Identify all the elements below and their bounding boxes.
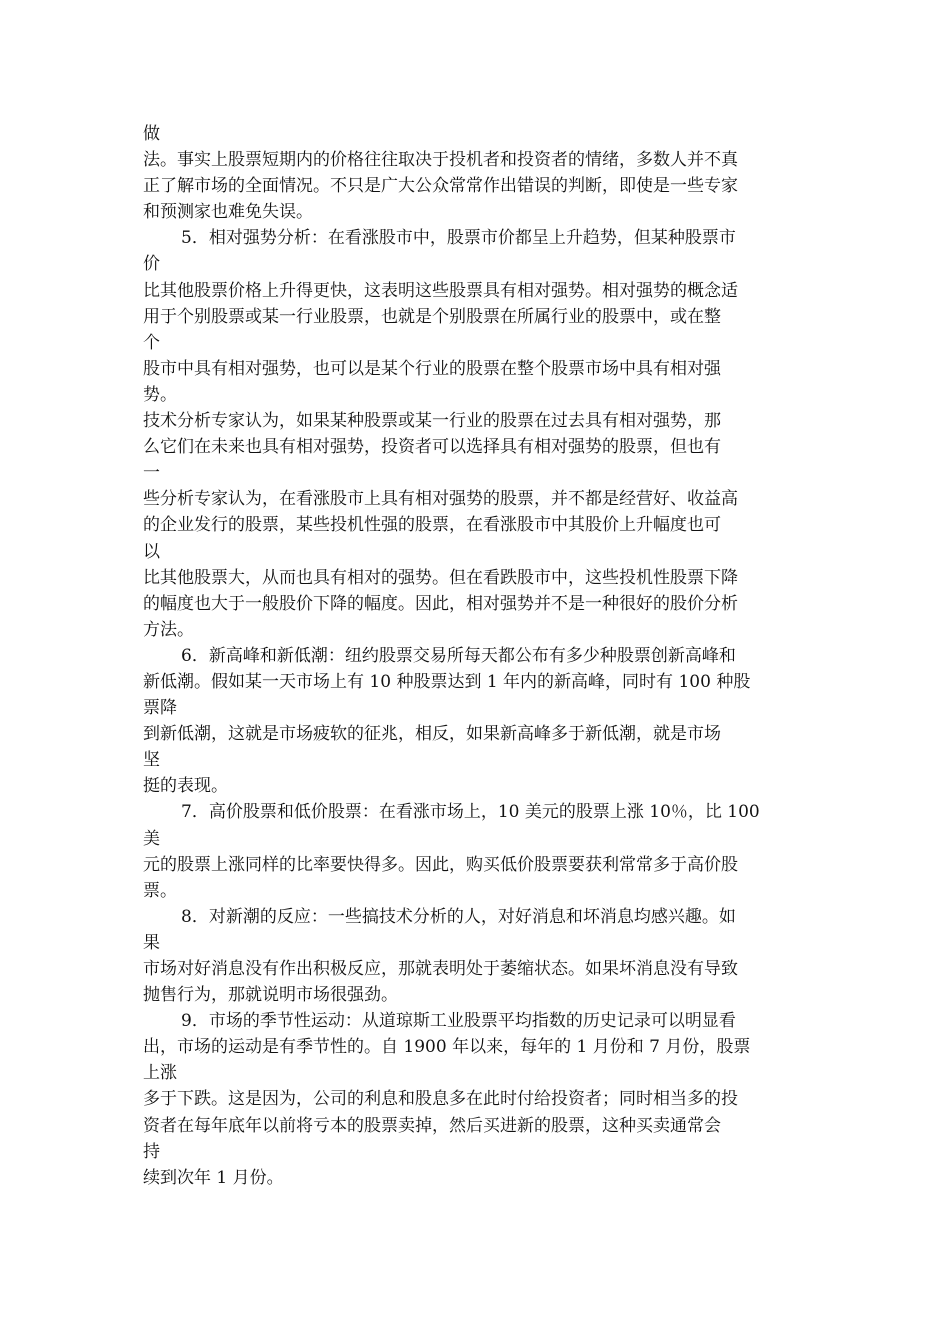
text-line: 坚	[143, 750, 160, 771]
text-line: 技术分析专家认为，如果某种股票或某一行业的股票在过去具有相对强势，那	[143, 411, 721, 432]
text-line: 以	[143, 541, 160, 562]
text-line: 多于下跌。这是因为，公司的利息和股息多在此时付给投资者；同时相当多的投	[143, 1089, 738, 1110]
text-line: 比其他股票价格上升得更快，这表明这些股票具有相对强势。相对强势的概念适	[143, 280, 738, 301]
text-line: 正了解市场的全面情况。不只是广大公众常常作出错误的判断，即使是一些专家	[143, 176, 738, 197]
text-line: 股市中具有相对强势，也可以是某个行业的股票在整个股票市场中具有相对强	[143, 358, 721, 379]
text-line: 5．相对强势分析：在看涨股市中，股票市价都呈上升趋势，但某种股票市	[181, 228, 736, 249]
text-line: 到新低潮，这就是市场疲软的征兆，相反，如果新高峰多于新低潮，就是市场	[143, 724, 721, 745]
text-line: 方法。	[143, 619, 194, 640]
text-line: 价	[143, 254, 160, 275]
text-line: 果	[143, 932, 160, 953]
text-line: 票降	[143, 698, 177, 719]
text-line: 市场对好消息没有作出积极反应，那就表明处于萎缩状态。如果坏消息没有导致	[143, 959, 738, 979]
text-line: 法。事实上股票短期内的价格往往取决于投机者和投资者的情绪，多数人并不真	[143, 150, 738, 171]
text-line: 7．高价股票和低价股票：在看涨市场上，10 美元的股票上涨 10％，比 100	[181, 802, 760, 823]
text-line: 票。	[143, 880, 177, 901]
text-line: 8．对新潮的反应：一些搞技术分析的人，对好消息和坏消息均感兴趣。如	[181, 906, 736, 927]
text-line: 出，市场的运动是有季节性的。自 1900 年以来，每年的 1 月份和 7 月份，股票	[143, 1037, 751, 1058]
text-line: 用于个别股票或某一行业股票，也就是个别股票在所属行业的股票中，或在整	[143, 306, 721, 327]
text-line: 一	[143, 463, 160, 484]
text-line: 么它们在未来也具有相对强势，投资者可以选择具有相对强势的股票，但也有	[143, 437, 721, 458]
text-line: 些分析专家认为，在看涨股市上具有相对强势的股票，并不都是经营好、收益高	[143, 489, 738, 510]
text-line: 做	[143, 124, 160, 144]
text-line: 上涨	[143, 1063, 177, 1084]
text-line: 美	[143, 828, 160, 849]
text-line: 6．新高峰和新低潮：纽约股票交易所每天都公布有多少种股票创新高峰和	[181, 645, 736, 666]
text-line: 个	[143, 332, 160, 353]
text-line: 9．市场的季节性运动：从道琼斯工业股票平均指数的历史记录可以明显看	[181, 1011, 736, 1032]
text-line: 的企业发行的股票，某些投机性强的股票，在看涨股市中其股价上升幅度也可	[143, 515, 721, 536]
text-line: 资者在每年底年以前将亏本的股票卖掉，然后买进新的股票，这种买卖通常会	[143, 1115, 721, 1136]
text-line: 新低潮。假如某一天市场上有 10 种股票达到 1 年内的新高峰，同时有 100 种股	[143, 671, 751, 692]
text-line: 持	[143, 1141, 160, 1162]
text-line: 比其他股票大，从而也具有相对的强势。但在看跌股市中，这些投机性股票下降	[143, 567, 738, 588]
document-body-text	[143, 121, 823, 1191]
text-line: 的幅度也大于一般股价下降的幅度。因此，相对强势并不是一种很好的股价分析	[143, 593, 738, 614]
text-line: 势。	[143, 384, 177, 405]
text-line: 元的股票上涨同样的比率要快得多。因此，购买低价股票要获利常常多于高价股	[143, 854, 738, 875]
text-line: 和预测家也难免失误。	[143, 202, 313, 223]
text-line: 挺的表现。	[143, 776, 228, 797]
text-line: 抛售行为，那就说明市场很强劲。	[143, 985, 398, 1006]
text-line: 续到次年 1 月份。	[143, 1167, 284, 1188]
